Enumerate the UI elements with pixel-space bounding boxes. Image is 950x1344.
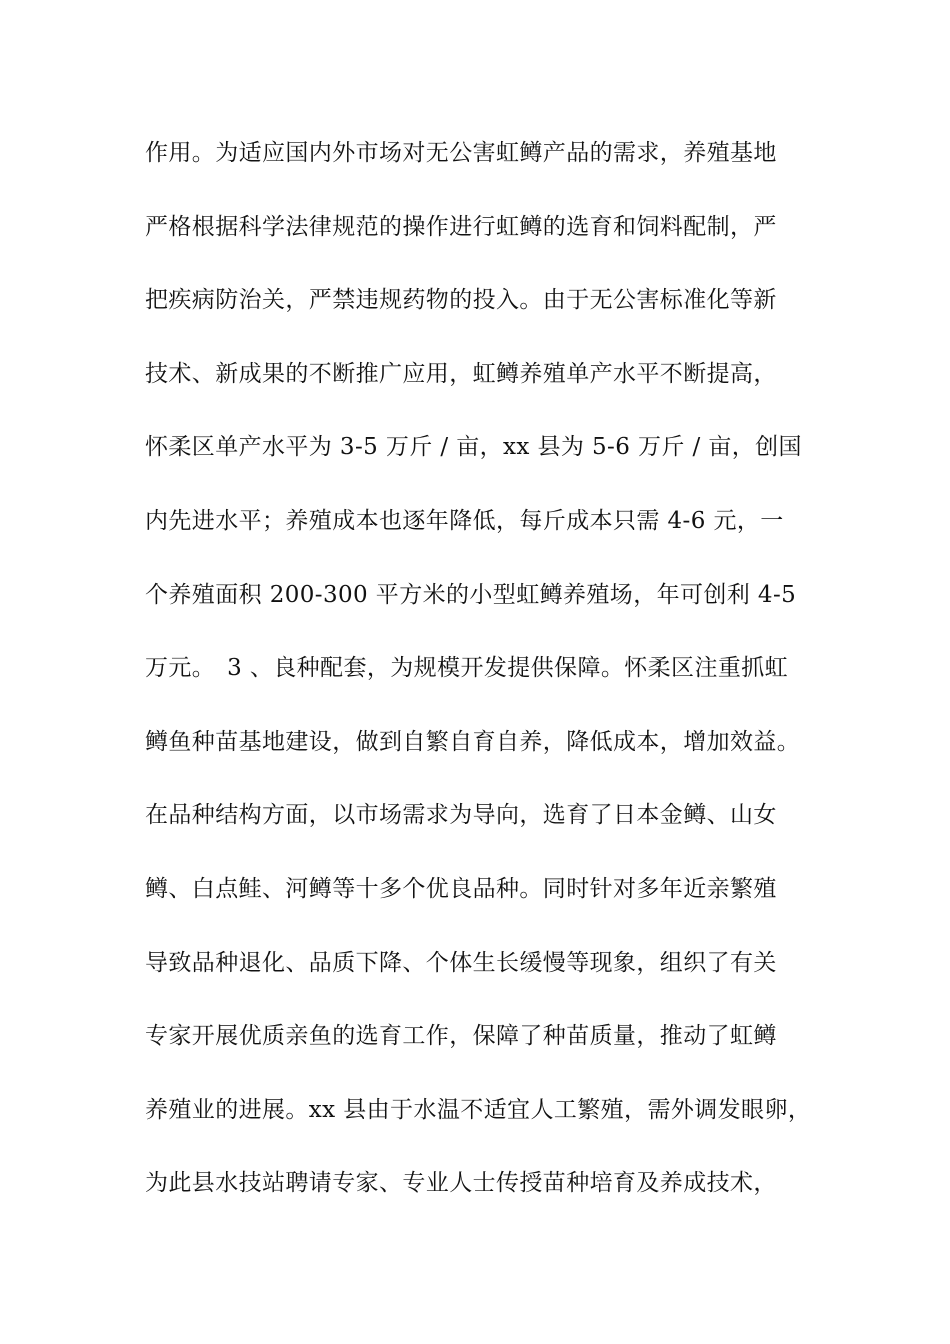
text-line: 把疾病防治关，严禁违规药物的投入。由于无公害标准化等新 bbox=[145, 287, 777, 314]
text-line: 专家开展优质亲鱼的选育工作，保障了种苗质量，推动了虹鳟 bbox=[145, 1023, 777, 1050]
text-line: 鳟鱼种苗基地建设，做到自繁自育自养，降低成本，增加效益。 bbox=[145, 728, 801, 755]
text-line: 万元。 3 、良种配套，为规模开发提供保障。怀柔区注重抓虹 bbox=[145, 655, 789, 682]
body-text bbox=[145, 128, 835, 1232]
text-line: 怀柔区单产水平为 3-5 万斤 / 亩，xx 县为 5-6 万斤 / 亩，创国 bbox=[145, 434, 802, 461]
text-line: 为此县水技站聘请专家、专业人士传授苗种培育及养成技术， bbox=[145, 1170, 777, 1197]
text-line: 内先进水平；养殖成本也逐年降低，每斤成本只需 4-6 元，一 bbox=[145, 507, 784, 534]
text-line: 在品种结构方面，以市场需求为导向，选育了日本金鳟、山女 bbox=[145, 802, 777, 829]
text-line: 鳟、白点鲑、河鳟等十多个优良品种。同时针对多年近亲繁殖 bbox=[145, 875, 777, 902]
text-line: 技术、新成果的不断推广应用，虹鳟养殖单产水平不断提高， bbox=[145, 360, 777, 387]
text-line: 个养殖面积 200-300 平方米的小型虹鳟养殖场，年可创利 4-5 bbox=[145, 581, 797, 608]
text-line: 导致品种退化、品质下降、个体生长缓慢等现象，组织了有关 bbox=[145, 949, 777, 976]
text-line: 严格根据科学法律规范的操作进行虹鳟的选育和饲料配制，严 bbox=[145, 213, 777, 240]
text-line: 养殖业的进展。xx 县由于水温不适宜人工繁殖，需外调发眼卵， bbox=[145, 1096, 812, 1123]
text-line: 作用。为适应国内外市场对无公害虹鳟产品的需求，养殖基地 bbox=[145, 140, 777, 166]
